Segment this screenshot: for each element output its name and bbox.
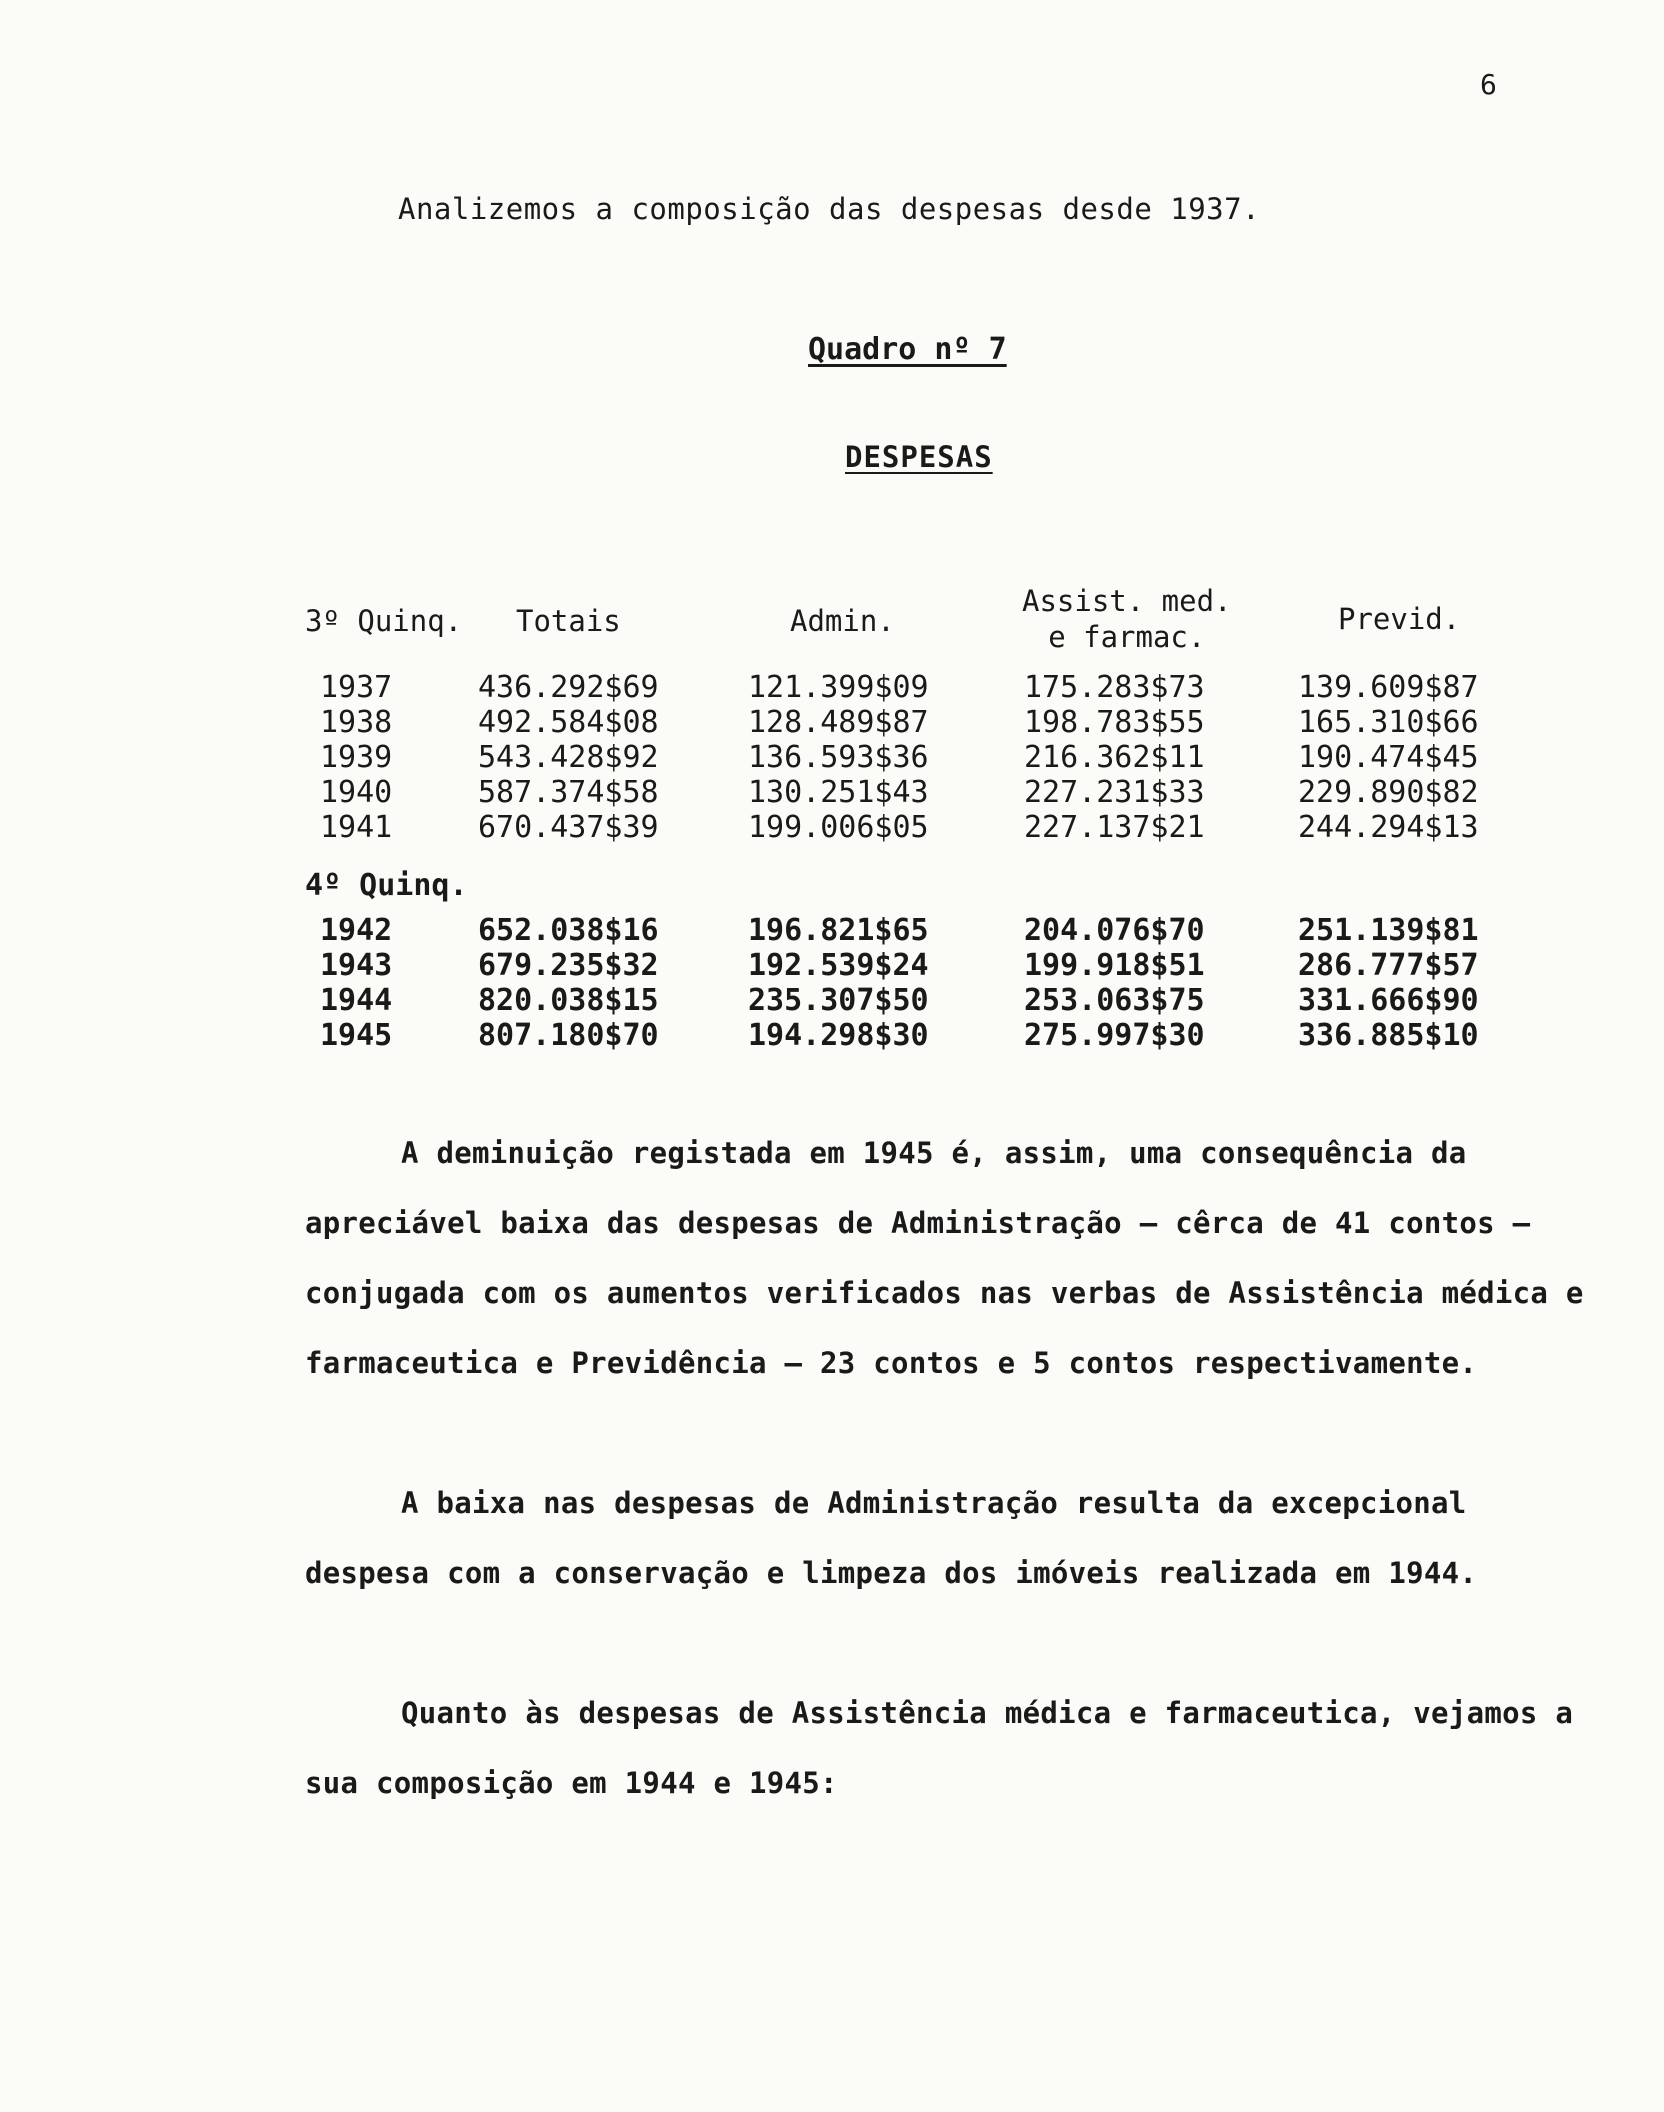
previd-cell: 336.885$10 <box>1298 1018 1479 1053</box>
admin-cell: 199.006$05 <box>748 810 929 845</box>
admin-cell: 235.307$50 <box>748 983 929 1018</box>
previd-cell: 139.609$87 <box>1298 670 1479 705</box>
totais-cell: 820.038$15 <box>478 983 659 1018</box>
previd-cell: 190.474$45 <box>1298 740 1479 775</box>
totais-cell: 587.374$58 <box>478 775 659 810</box>
assist-med-cell: 227.137$21 <box>1024 810 1205 845</box>
totais-cell: 679.235$32 <box>478 948 659 983</box>
assist-med-cell: 275.997$30 <box>1024 1018 1205 1053</box>
previd-cell: 229.890$82 <box>1298 775 1479 810</box>
year-cell: 1939 <box>320 740 393 775</box>
previd-cell: 331.666$90 <box>1298 983 1479 1018</box>
year-cell: 1940 <box>320 775 393 810</box>
table-row <box>0 810 1664 846</box>
table-row <box>0 705 1664 741</box>
year-cell: 1943 <box>320 948 393 983</box>
paragraph-1 <box>305 1118 1595 1398</box>
previd-cell: 165.310$66 <box>1298 705 1479 740</box>
totais-cell: 670.437$39 <box>478 810 659 845</box>
table-row <box>0 1018 1664 1054</box>
totais-cell: 652.038$16 <box>478 913 659 948</box>
previd-cell: 286.777$57 <box>1298 948 1479 983</box>
previd-cell: 244.294$13 <box>1298 810 1479 845</box>
page-number: 6 <box>1480 68 1497 101</box>
table-row <box>0 775 1664 811</box>
header-admin: Admin. <box>790 604 895 638</box>
totais-cell: 492.584$08 <box>478 705 659 740</box>
admin-cell: 136.593$36 <box>748 740 929 775</box>
header-assist-med <box>1022 583 1232 655</box>
table-title: Quadro nº 7 <box>808 332 1007 367</box>
paragraph-3-text: Quanto às despesas de Assistência médica e farmaceutica, vejamos a sua composição em 1944 e 1945: <box>305 1696 1574 1800</box>
intro-sentence: Analizemos a composição das despesas desde 1937. <box>398 192 1261 226</box>
assist-med-cell: 199.918$51 <box>1024 948 1205 983</box>
admin-cell: 194.298$30 <box>748 1018 929 1053</box>
header-previd: Previd. <box>1338 602 1461 636</box>
admin-cell: 196.821$65 <box>748 913 929 948</box>
assist-med-cell: 227.231$33 <box>1024 775 1205 810</box>
assist-med-cell: 198.783$55 <box>1024 705 1205 740</box>
table-row <box>0 670 1664 706</box>
totais-cell: 436.292$69 <box>478 670 659 705</box>
paragraph-2 <box>305 1468 1595 1608</box>
assist-med-cell: 216.362$11 <box>1024 740 1205 775</box>
admin-cell: 192.539$24 <box>748 948 929 983</box>
year-cell: 1945 <box>320 1018 393 1053</box>
admin-cell: 128.489$87 <box>748 705 929 740</box>
previd-cell: 251.139$81 <box>1298 913 1479 948</box>
table-row <box>0 983 1664 1019</box>
year-cell: 1938 <box>320 705 393 740</box>
header-quinquennium: 3º Quinq. <box>305 604 463 638</box>
admin-cell: 130.251$43 <box>748 775 929 810</box>
year-cell: 1937 <box>320 670 393 705</box>
assist-med-cell: 253.063$75 <box>1024 983 1205 1018</box>
table-row <box>0 948 1664 984</box>
assist-med-cell: 204.076$70 <box>1024 913 1205 948</box>
table-row <box>0 913 1664 949</box>
year-cell: 1942 <box>320 913 393 948</box>
paragraph-3 <box>305 1678 1595 1818</box>
header-assist-med-line1: Assist. med. <box>1022 584 1232 618</box>
year-cell: 1941 <box>320 810 393 845</box>
header-totais: Totais <box>516 604 621 638</box>
group2-label: 4º Quinq. <box>305 868 468 903</box>
header-assist-med-line2: e farmac. <box>1048 620 1206 654</box>
totais-cell: 807.180$70 <box>478 1018 659 1053</box>
year-cell: 1944 <box>320 983 393 1018</box>
table-row <box>0 740 1664 776</box>
paragraph-1-text: A deminuição registada em 1945 é, assim, uma consequência da apreciável baixa das despesas de Administração — cêrca de 41 contos — conjugada com os aumentos verificados nas verbas de Assistência médica e farmaceutica e Previdência — 23 contos e 5 contos respectivamente. <box>305 1136 1584 1380</box>
admin-cell: 121.399$09 <box>748 670 929 705</box>
assist-med-cell: 175.283$73 <box>1024 670 1205 705</box>
paragraph-2-text: A baixa nas despesas de Administração resulta da excepcional despesa com a conservação e limpeza dos imóveis realizada em 1944. <box>305 1486 1478 1590</box>
table-subtitle: DESPESAS <box>845 440 993 474</box>
totais-cell: 543.428$92 <box>478 740 659 775</box>
